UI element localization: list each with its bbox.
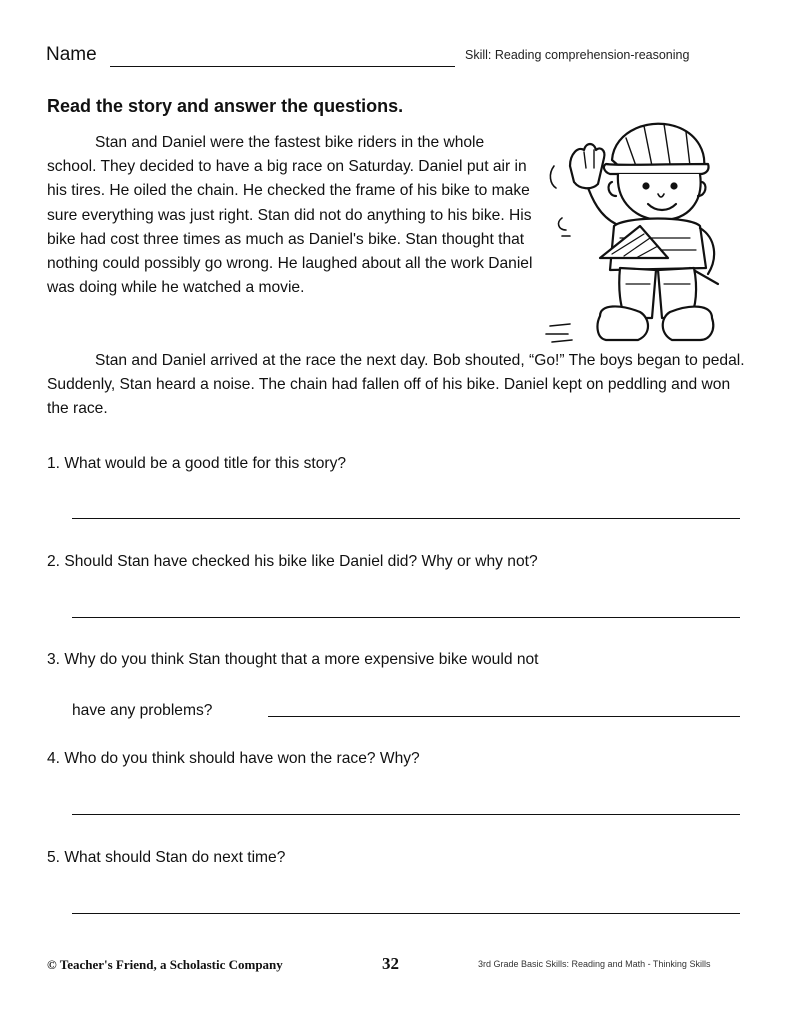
question-1: 1. What would be a good title for this story? [47, 455, 347, 472]
copyright-footer: © Teacher's Friend, a Scholastic Company [47, 957, 283, 972]
series-title-footer: 3rd Grade Basic Skills: Reading and Math - Thinking Skills [478, 959, 711, 969]
answer-line-1[interactable] [72, 518, 740, 519]
question-5: 5. What should Stan do next time? [47, 849, 286, 866]
story-paragraph-1: Stan and Daniel were the fastest bike riders in the whole school. They decided to have a big race on Saturday. Daniel put air in his tires. He oiled the chain. He checked the frame of his bike to make sure everything was just right. Stan did not do anything to his bike. His bike had cost three times as much as Daniel's bike. Stan thought that nothing could possibly go wrong. He laughed about all the work Daniel was doing while he watched a movie. [47, 134, 533, 297]
question-4: 4. Who do you think should have won the race? Why? [47, 750, 420, 767]
story-paragraph-1-block [47, 131, 537, 300]
question-3: 3. Why do you think Stan thought that a more expensive bike would not [47, 651, 539, 668]
answer-line-2[interactable] [72, 617, 740, 618]
answer-line-4[interactable] [72, 814, 740, 815]
question-2: 2. Should Stan have checked his bike like Daniel did? Why or why not? [47, 553, 538, 570]
question-3-continued: have any problems? [72, 702, 213, 719]
name-answer-line[interactable] [110, 66, 455, 67]
name-label: Name [46, 44, 97, 65]
page-number: 32 [382, 954, 399, 973]
instructions-heading: Read the story and answer the questions. [47, 96, 404, 116]
answer-line-5[interactable] [72, 913, 740, 914]
answer-line-3[interactable] [268, 716, 740, 717]
skill-label: Skill: Reading comprehension-reasoning [465, 48, 690, 62]
story-paragraph-2: Stan and Daniel arrived at the race the next day. Bob shouted, “Go!” The boys began to pedal. Suddenly, Stan heard a noise. The chain had fallen off of his bike. Daniel kept on peddling and won the race. [47, 352, 745, 418]
boy-on-bike-icon [540, 108, 750, 348]
story-paragraph-2-block [47, 349, 747, 422]
